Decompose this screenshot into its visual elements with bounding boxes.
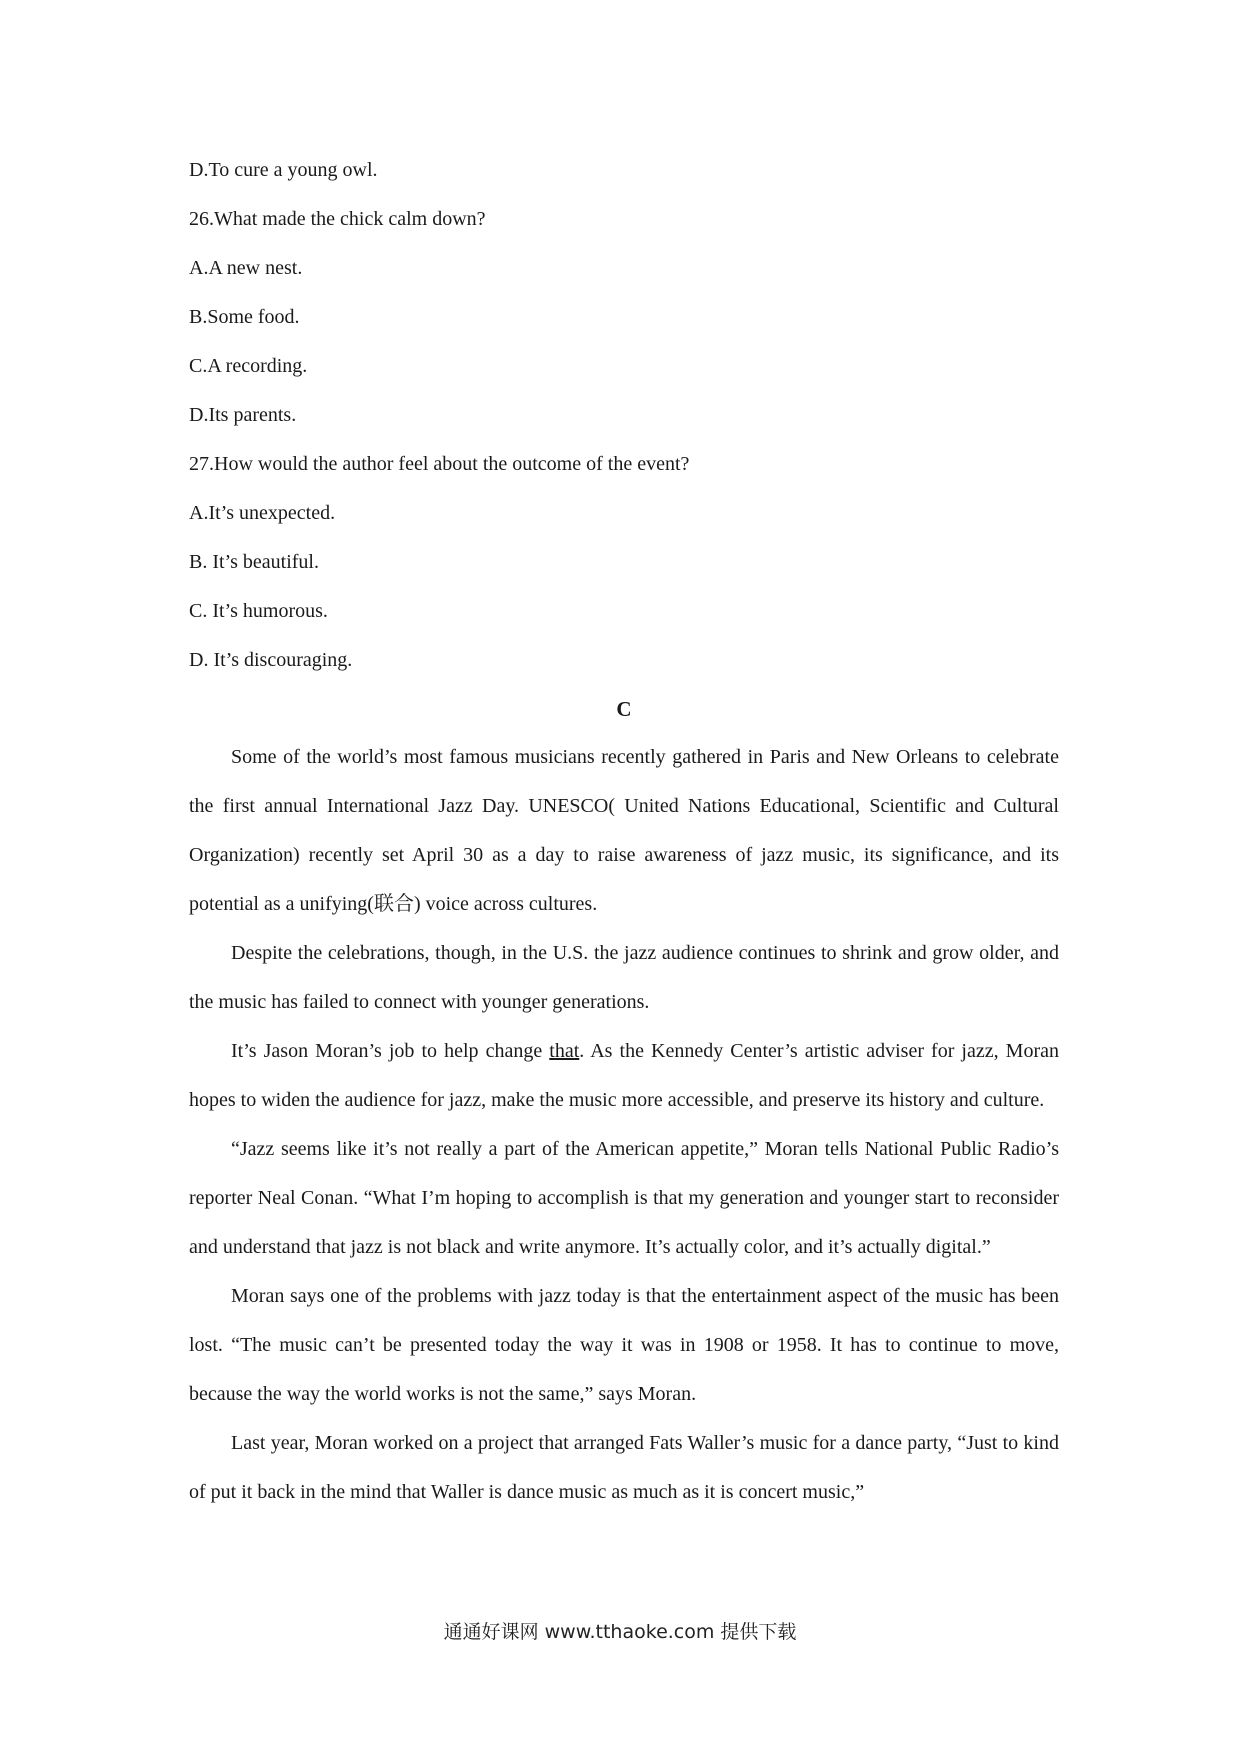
document-page (189, 158, 1059, 1517)
option-d-q25: D.To cure a young owl. (189, 159, 378, 181)
paragraph-5: Moran says one of the problems with jazz today is that the entertainment aspect of the music has been lost. “The music can’t be presented today the way it was in 1908 or 1958. It has to continue to move, because the way the world works is not the same,” says Moran. (189, 1285, 1059, 1405)
underlined-word: that (549, 1040, 580, 1062)
option-d-q27: D. It’s discouraging. (189, 649, 353, 671)
paragraph-1: Some of the world’s most famous musicians recently gathered in Paris and New Orleans to celebrate the first annual International Jazz Day. UNESCO( United Nations Educational, Scientific and Cultural Organization) recently set April 30 as a day to raise awareness of jazz music, its significance, and its potential as a unifying(联合) voice across cultures. (189, 746, 1059, 915)
question-27: 27.How would the author feel about the outcome of the event? (189, 453, 690, 475)
question-26: 26.What made the chick calm down? (189, 208, 486, 230)
option-a-q26: A.A new nest. (189, 257, 303, 279)
option-b-q27: B. It’s beautiful. (189, 551, 319, 573)
paragraph-6: Last year, Moran worked on a project that arranged Fats Waller’s music for a dance party, “Just to kind of put it back in the mind that Waller is dance music as much as it is concert music,” (189, 1432, 1059, 1503)
option-a-q27: A.It’s unexpected. (189, 502, 336, 524)
paragraph-4: “Jazz seems like it’s not really a part of the American appetite,” Moran tells National Public Radio’s reporter Neal Conan. “What I’m hoping to accomplish is that my generation and younger start to reconsider and understand that jazz is not black and write anymore. It’s actually color, and it’s actually digital.” (189, 1138, 1059, 1258)
option-c-q26: C.A recording. (189, 355, 308, 377)
option-c-q27: C. It’s humorous. (189, 600, 328, 622)
paragraph-3-after: . As the Kennedy Center’s artistic adviser for jazz, Moran hopes to widen the audience for jazz, make the music more accessible, and preserve its history and culture. (189, 1040, 1059, 1111)
section-heading: C (616, 697, 632, 721)
option-b-q26: B.Some food. (189, 306, 300, 328)
paragraph-3 (189, 1027, 1059, 1125)
paragraph-2: Despite the celebrations, though, in the U.S. the jazz audience continues to shrink and grow older, and the music has failed to connect with younger generations. (189, 942, 1059, 1013)
paragraph-3-before: It’s Jason Moran’s job to help change (231, 1040, 550, 1062)
footer-watermark: 通通好课网 www.tthaoke.com 提供下载 (443, 1621, 797, 1643)
option-d-q26: D.Its parents. (189, 404, 297, 426)
